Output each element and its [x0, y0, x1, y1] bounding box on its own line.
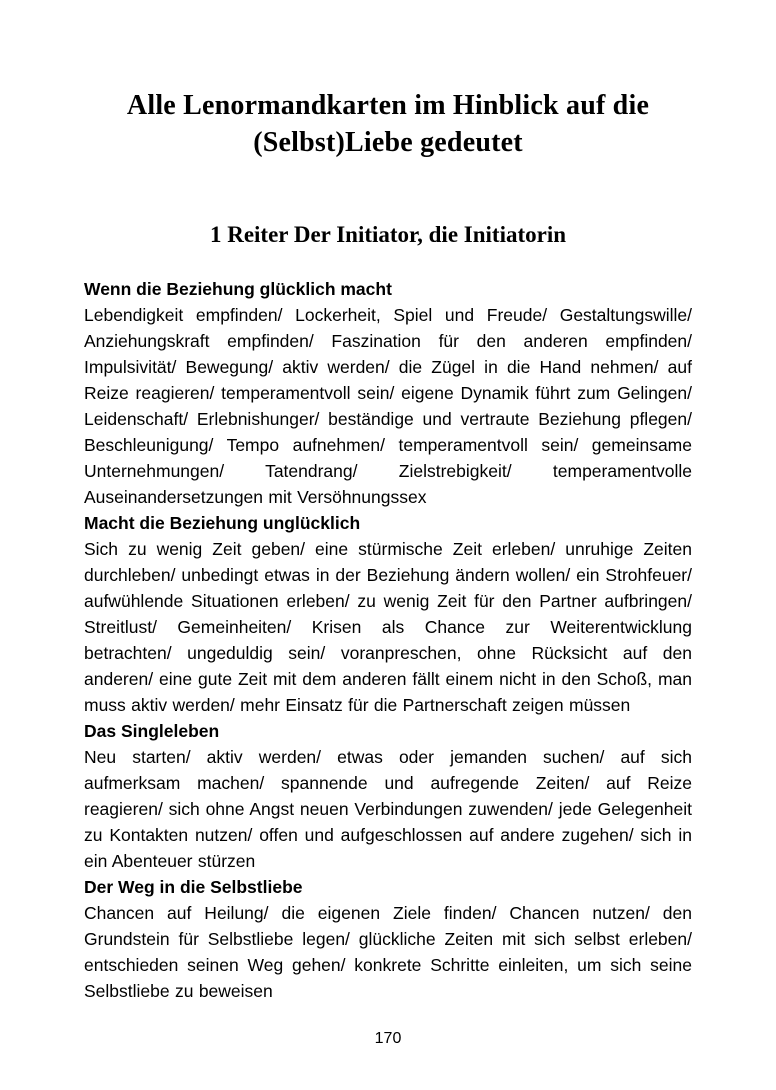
section-body-self-love: Chancen auf Heilung/ die eigenen Ziele finden/ Chancen nutzen/ den Grundstein für Selbstliebe legen/ glückliche Zeiten mit sich selbst erleben/ entschieden seinen Weg gehen/ konkrete Schritte einleiten, um sich seine Selbstliebe zu beweisen [84, 902, 692, 1001]
section-body-happy-relationship: Lebendigkeit empfinden/ Lockerheit, Spiel und Freude/ Gestaltungswille/ Anziehungskraft empfinden/ Faszination für den anderen empfinden/ Impulsivität/ Bewegung/ aktiv werden/ die Zügel in die Hand nehmen/ auf Reize reagieren/ temperamentvoll sein/ eigene Dynamik führt zum Gelingen/ Leidenschaft/ Erlebnishunger/ beständige und vertraute Beziehung pflegen/ Beschleunigung/ Tempo aufnehmen/ temperamentvoll sein/ gemeinsame Unternehmungen/ Tatendrang/ Zielstrebigkeit/ temperamentvolle Auseinandersetzungen mit Versöhnungssex [84, 304, 692, 507]
section-body-unhappy-relationship: Sich zu wenig Zeit geben/ eine stürmische Zeit erleben/ unruhige Zeiten durchleben/ unbedingt etwas in der Beziehung ändern wollen/ ein Strohfeuer/ aufwühlende Situationen erleben/ zu wenig Zeit für den Partner aufbringen/ Streitlust/ Gemeinheiten/ Krisen als Chance zur Weiterentwicklung betrachten/ ungeduldig sein/ voranpreschen, ohne Rücksicht auf den anderen/ eine gute Zeit mit dem anderen fällt einem nicht in den Schoß, man muss aktiv werden/ mehr Einsatz für die Partnerschaft zeigen müssen [84, 538, 692, 715]
page-number: 170 [374, 1030, 402, 1047]
section-heading-happy-relationship: Wenn die Beziehung glücklich macht [84, 278, 392, 299]
section-heading-unhappy-relationship: Macht die Beziehung unglücklich [84, 512, 361, 533]
chapter-heading: 1 Reiter Der Initiator, die Initiatorin [209, 221, 567, 247]
section-heading-self-love: Der Weg in die Selbstliebe [84, 876, 303, 897]
sections-container [84, 276, 692, 1004]
section-body-single-life: Neu starten/ aktiv werden/ etwas oder jemanden suchen/ auf sich aufmerksam machen/ spannende und aufregende Zeiten/ auf Reize reagieren/ sich ohne Angst neuen Verbindungen zuwenden/ jede Gelegenheit zu Kontakten nutzen/ offen und aufgeschlossen auf andere zugehen/ sich in ein Abenteuer stürzen [84, 746, 692, 871]
page-title: Alle Lenormandkarten im Hinblick auf die (Selbst)Liebe gedeutet [126, 90, 650, 158]
section-heading-single-life: Das Singleleben [84, 720, 220, 741]
